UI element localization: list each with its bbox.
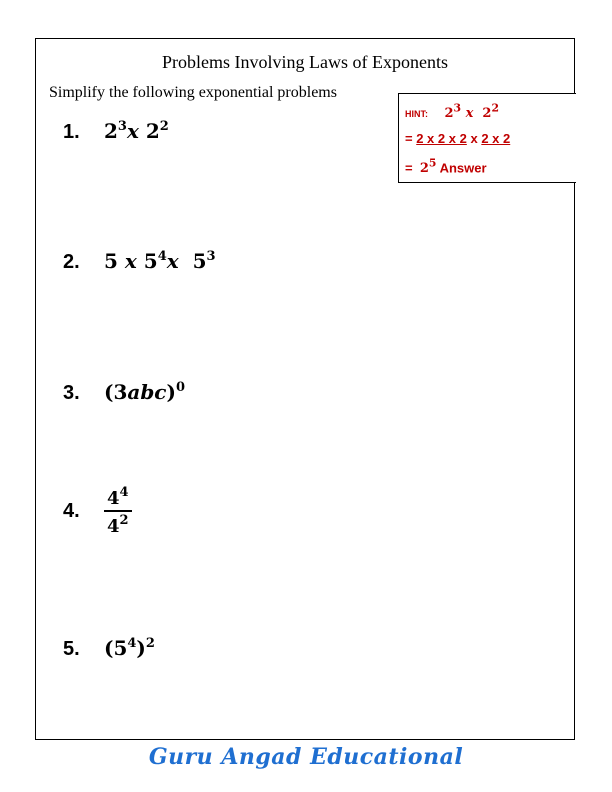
problem-2 bbox=[63, 249, 216, 274]
hint-answer-word: Answer bbox=[439, 160, 487, 176]
publisher-footer: Guru Angad Educational bbox=[148, 744, 464, 770]
problem-number: 2. bbox=[63, 251, 80, 273]
problem-3 bbox=[63, 380, 185, 405]
problem-1 bbox=[63, 119, 169, 144]
hint-group-1: 2 x 2 x 2 bbox=[416, 131, 467, 146]
hint-label: HINT: bbox=[405, 109, 428, 120]
problem-number: 1. bbox=[63, 121, 80, 143]
problem-expression: 5 x $5^4x$ $5^3$ bbox=[103, 249, 216, 273]
hint-answer-expression: $2^5$ bbox=[419, 157, 437, 177]
problem-number: 4. bbox=[63, 499, 80, 522]
fraction-numerator: $4^4$ bbox=[104, 485, 132, 512]
problem-expression: $2^3x$ $2^2$ bbox=[103, 119, 169, 143]
hint-line-2: = 2 x 2 x 2 x 2 x 2 bbox=[405, 131, 511, 146]
instructions: Simplify the following exponential problems bbox=[49, 84, 337, 101]
problem-fraction bbox=[104, 485, 132, 537]
fraction-denominator: $4^2$ bbox=[106, 513, 129, 537]
problem-expression: $(5^4)^2$ bbox=[103, 636, 155, 660]
hint-group-2: 2 x 2 bbox=[481, 131, 511, 146]
problem-4 bbox=[63, 485, 132, 537]
worksheet-frame bbox=[35, 38, 575, 740]
problem-number: 5. bbox=[63, 638, 80, 660]
problem-5 bbox=[63, 636, 155, 661]
problem-expression: $(3abc)^0$ bbox=[103, 380, 185, 404]
worksheet-title: Problems Involving Laws of Exponents bbox=[162, 52, 448, 72]
hint-line-1 bbox=[405, 102, 499, 122]
hint-box bbox=[398, 93, 576, 183]
hint-expression: $2^3$ x $2^2$ bbox=[444, 102, 499, 122]
problem-number: 3. bbox=[63, 382, 80, 404]
hint-line-3: = $2^5$ Answer bbox=[405, 157, 487, 177]
